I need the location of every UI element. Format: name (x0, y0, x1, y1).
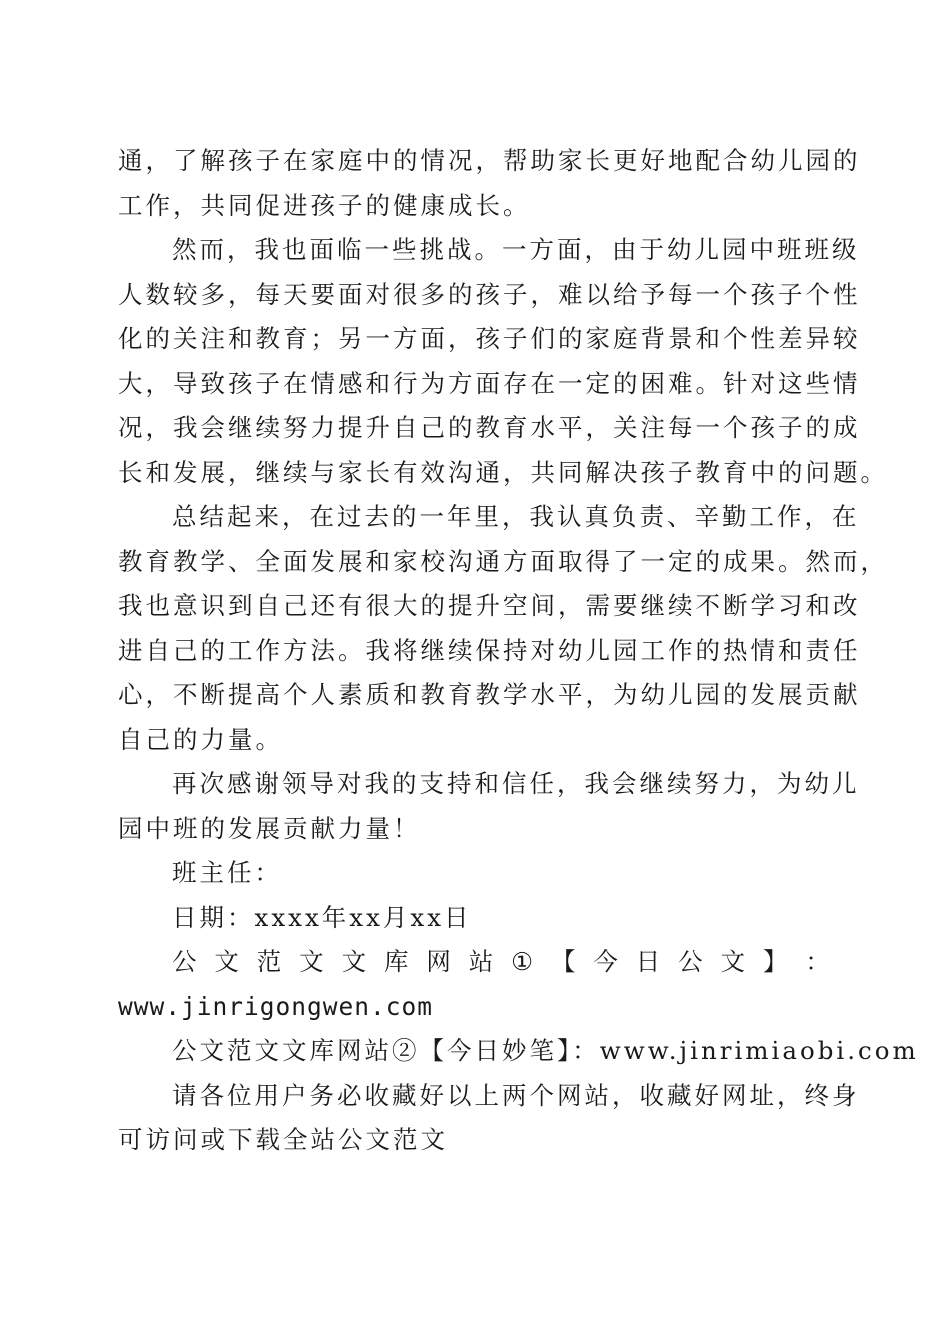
site1-block (118, 940, 833, 1029)
text-line: 可访问或下载全站公文范文 (118, 1125, 448, 1154)
text-line: 心，不断提高个人素质和教育教学水平，为幼儿园的发展贡献 (118, 680, 861, 709)
paragraph-challenges (118, 228, 888, 495)
text-line: 大，导致孩子在情感和行为方面存在一定的困难。针对这些情 (118, 368, 861, 398)
site1-title (118, 940, 833, 985)
site1-char: 文 (214, 947, 242, 976)
teacher-signature (118, 851, 833, 896)
site1-char: 【 (550, 947, 579, 976)
text-line: 园中班的发展贡献力量！ (118, 813, 421, 843)
site1-char: 日 (635, 947, 664, 976)
teacher-label: 班主任： (172, 858, 282, 887)
text-line: 我也意识到自己还有很大的提升空间，需要继续不断学习和改 (118, 591, 861, 620)
text-line: 人数较多，每天要面对很多的孩子，难以给予每一个孩子个性 (118, 279, 861, 309)
site1-char: 文 (299, 947, 327, 976)
date-line: 日期：xxxx年xx月xx日 (172, 902, 472, 932)
text-line: 况，我会继续努力提升自己的教育水平，关注每一个孩子的成 (118, 413, 861, 442)
site1-char: 】 (762, 947, 791, 976)
site1-char: 文 (720, 947, 749, 976)
text-line: 再次感谢领导对我的支持和信任，我会继续努力，为幼儿 (172, 769, 860, 798)
notice-block (118, 1074, 860, 1163)
text-line: 长和发展，继续与家长有效沟通，共同解决孩子教育中的问题。 (118, 457, 888, 487)
text-line: 进自己的工作方法。我将继续保持对幼儿园工作的热情和责任 (118, 635, 861, 665)
text-line: 化的关注和教育；另一方面，孩子们的家庭背景和个性差异较 (118, 324, 861, 353)
site1-char: 站 (468, 947, 497, 976)
paragraph-thanks (118, 762, 860, 851)
site1-char: 公 (172, 947, 200, 976)
paragraph-continuation (118, 139, 861, 228)
site1-char: ① (511, 947, 537, 976)
site2-line[interactable]: 公文范文文库网站②【今日妙笔】：www.jinrimiaobi.com (172, 1036, 919, 1065)
text-line: 总结起来，在过去的一年里，我认真负责、辛勤工作，在 (172, 502, 860, 531)
paragraph-summary (118, 495, 888, 762)
text-line: 通，了解孩子在家庭中的情况，帮助家长更好地配合幼儿园的 (118, 146, 861, 175)
site1-char: ： (805, 947, 833, 976)
document-page (118, 139, 919, 1163)
text-line: 教育教学、全面发展和家校沟通方面取得了一定的成果。然而， (118, 546, 888, 576)
site2-block (118, 1029, 919, 1074)
site1-char: 范 (256, 947, 285, 976)
site1-char: 文 (341, 947, 370, 976)
text-line: 自己的力量。 (118, 724, 283, 754)
text-line: 然而，我也面临一些挑战。一方面，由于幼儿园中班班级 (172, 235, 860, 264)
site1-char: 今 (593, 947, 621, 976)
site1-char: 网 (426, 947, 454, 976)
date-block (118, 896, 833, 941)
site1-url[interactable]: www.jinrigongwen.com (118, 991, 434, 1021)
text-line: 请各位用户务必收藏好以上两个网站，收藏好网址，终身 (172, 1080, 860, 1110)
site1-char: 公 (678, 947, 706, 976)
site1-char: 库 (383, 947, 412, 976)
text-line: 工作，共同促进孩子的健康成长。 (118, 190, 531, 220)
